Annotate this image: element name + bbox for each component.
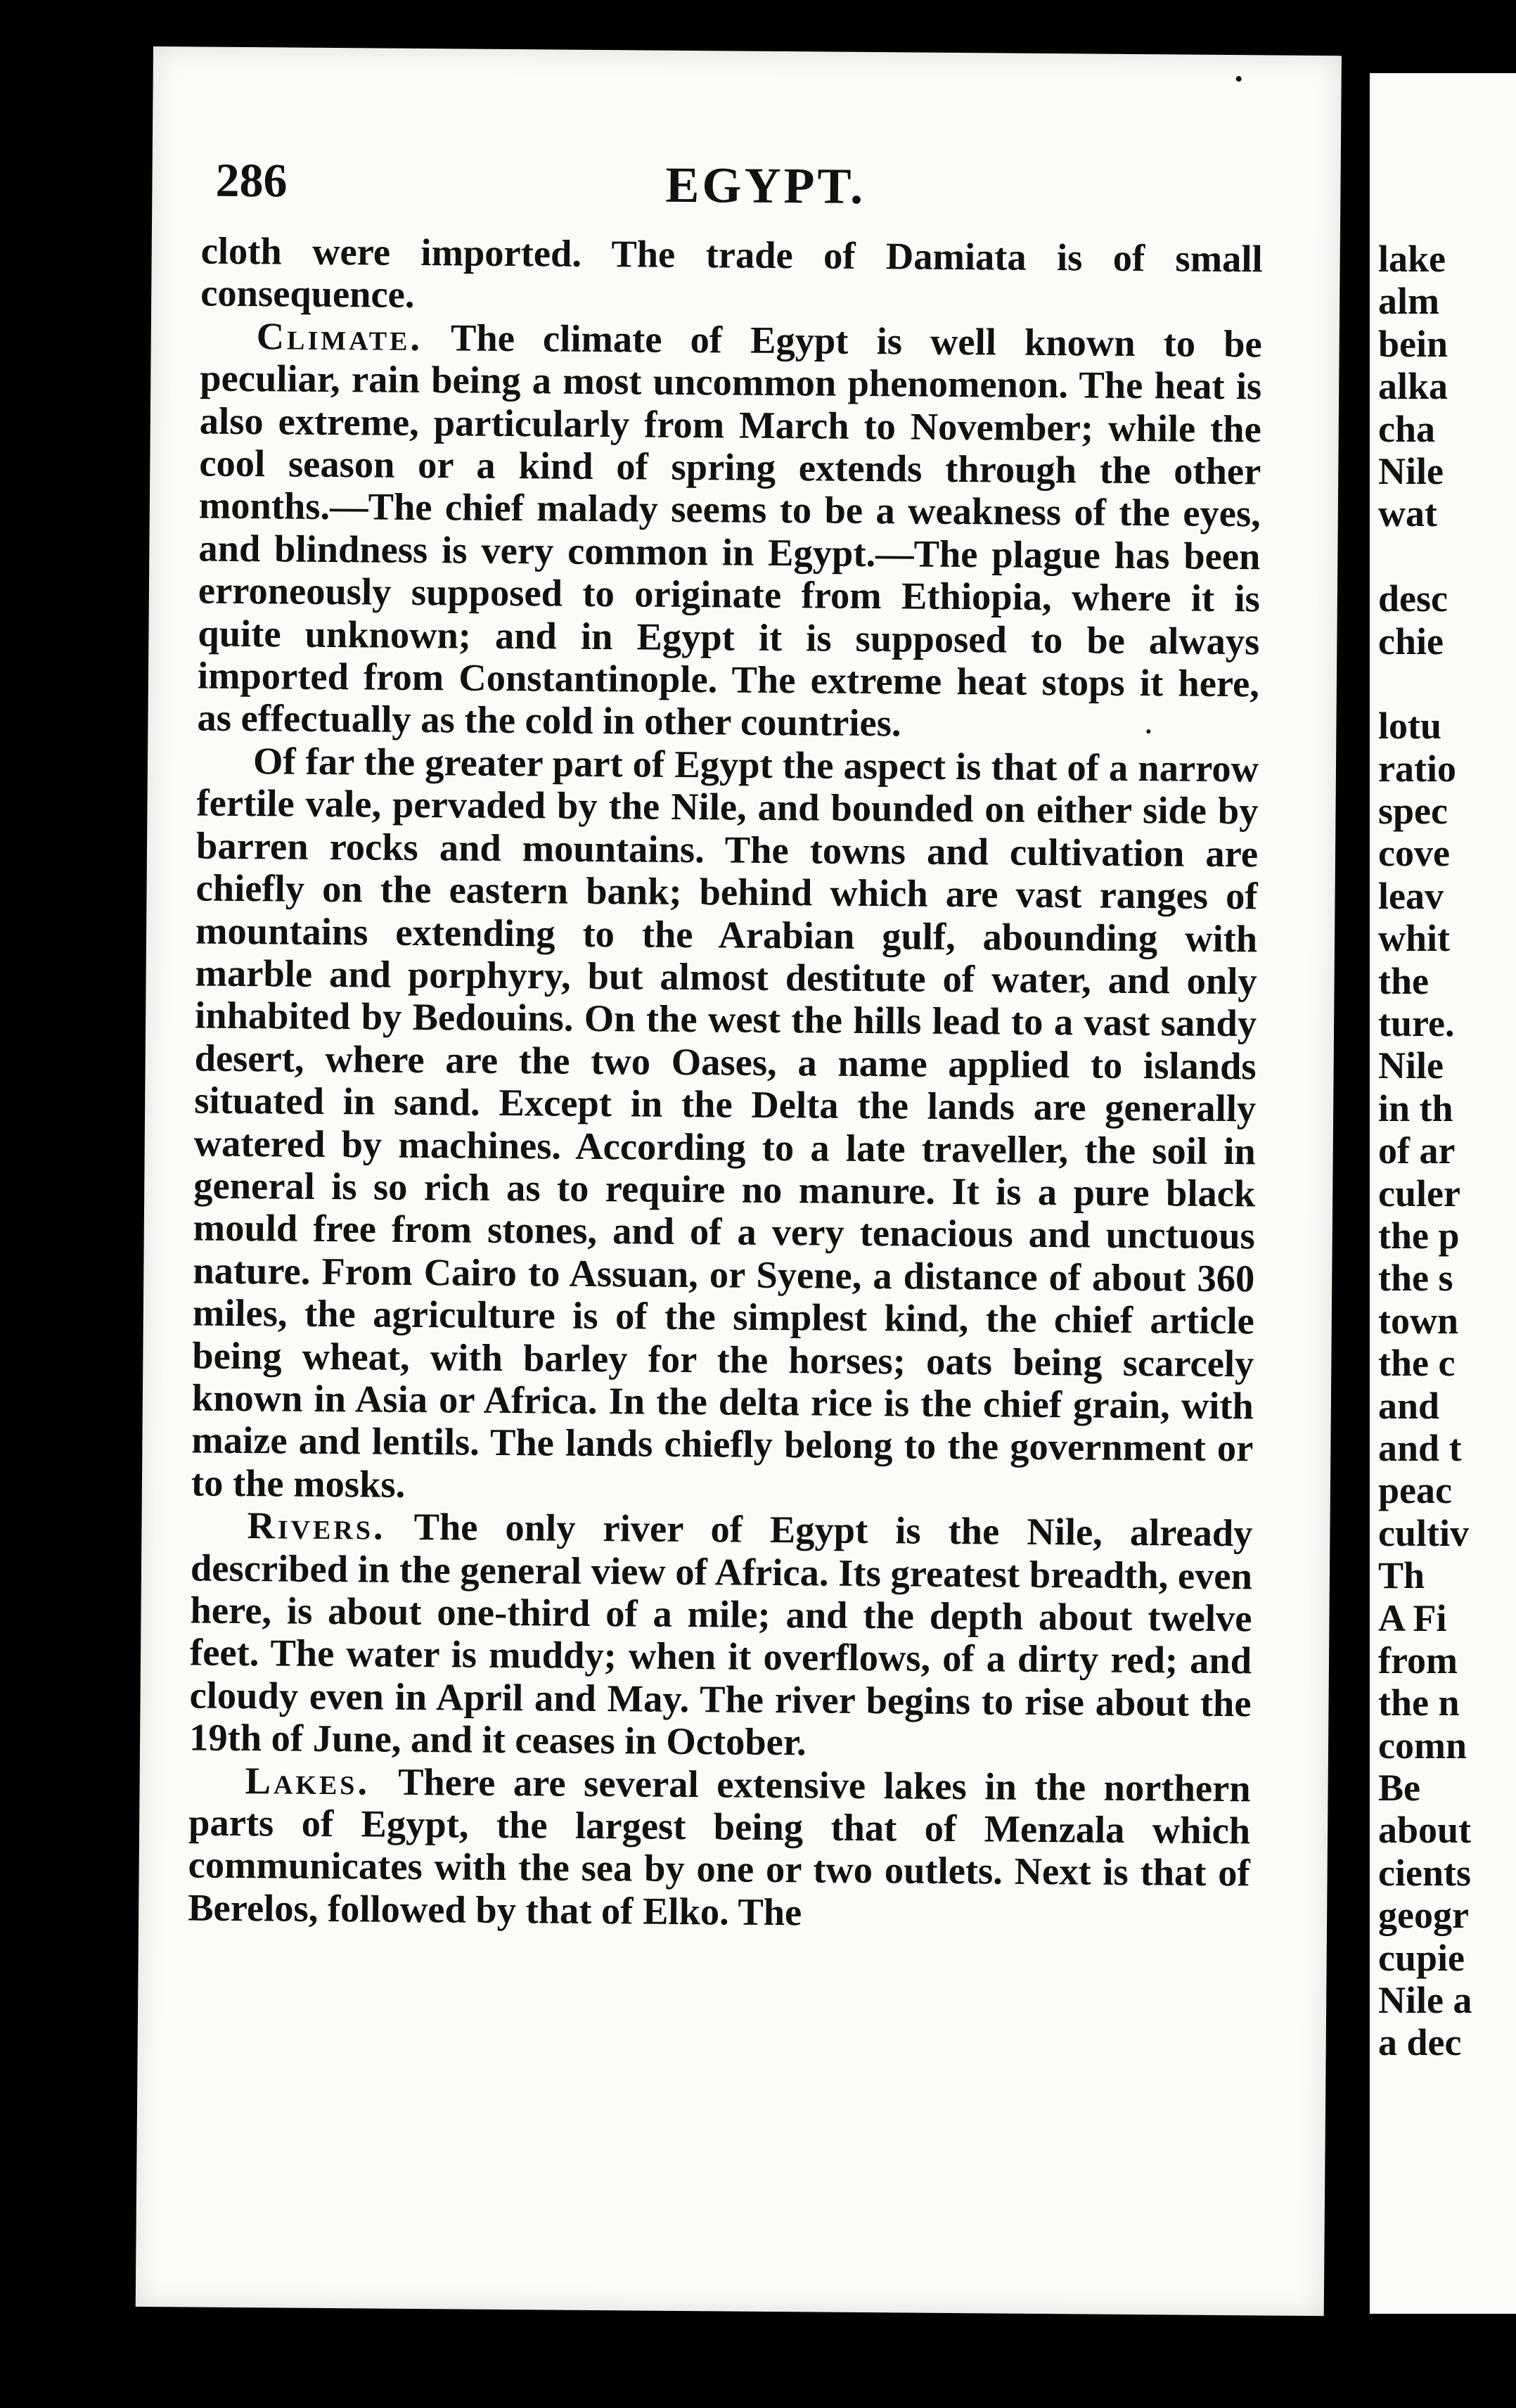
right-page-line: the s: [1378, 1257, 1453, 1300]
right-page-line: A Fi: [1378, 1596, 1447, 1639]
right-page-line: and: [1378, 1384, 1440, 1427]
right-page-line: geogr: [1378, 1894, 1469, 1937]
right-page-line: culer: [1378, 1172, 1460, 1215]
right-page-line: and t: [1378, 1426, 1462, 1469]
right-page-line: whit: [1378, 917, 1451, 960]
right-page-line: wat: [1378, 492, 1437, 535]
right-page-line: peac: [1378, 1469, 1452, 1512]
paragraph-trade: [200, 230, 1263, 324]
paragraph-climate: [197, 314, 1262, 748]
paragraph-text: Of far the greater part of Egypt the aspect is that of a narrow fertile vale, pervaded by the Nile, and bounded on either side by barren rocks and mountains. The towns and cultivation are chiefly on the eastern bank; behind which are vast ranges of mountains extending to the Arabian gulf, abounding with marble and porphyry, but almost destitute of water, and only inhabited by Bedouins. On the west the hills lead to a vast sandy desert, where are the two Oases, a name applied to islands situated in sand. Except in the Delta the lands are generally watered by machines. According to a late traveller, the soil in general is so rich as to require no manure. It is a pure black mould free from stones, and of a very tenacious and unctuous nature. From Cairo to Assuan, or Syene, a distance of about 360 miles, the agriculture is of the simplest kind, the chief article being wheat, with barley for the horses; oats being scarcely known in Asia or Africa. In the delta rice is the chief grain, with maize and lentils. The lands chiefly belong to the government or to the mosks.: [191, 739, 1259, 1506]
right-page-line: alm: [1378, 280, 1439, 323]
right-page-line: alka: [1378, 365, 1448, 408]
paragraph-text: The climate of Egypt is well known to be peculiar, rain being a most uncommon phenomenon. The heat is also extreme, particularly from March to November; while the cool season or a kind of spring extends through the other months.—The chief malady seems to be a weakness of the eyes, and blindness is very common in Egypt.—The plague has been erroneously supposed to originate from Ethiopia, where it is quite unknown; and in Egypt it is supposed to be always imported from Constantinople. The extreme heat stops it here, as effectually as the cold in other countries.: [197, 316, 1262, 745]
paragraph-text: cloth were imported. The trade of Damiata is of small consequence.: [200, 229, 1263, 316]
right-page-line: bein: [1378, 322, 1448, 365]
page-gutter: [1342, 42, 1370, 2321]
right-page-column: [1378, 238, 1516, 2064]
right-page-line: of ar: [1378, 1129, 1456, 1172]
right-page-line: the n: [1378, 1682, 1460, 1724]
right-page-line: Th: [1378, 1554, 1425, 1597]
right-page-line: [1378, 662, 1516, 705]
right-page-line: a dec: [1378, 2021, 1462, 2064]
right-page-line: in th: [1378, 1087, 1453, 1129]
right-page-line: spec: [1378, 790, 1448, 833]
right-page-line: town: [1378, 1299, 1459, 1342]
section-heading-rivers: Rivers.: [247, 1504, 386, 1548]
right-page-line: Nile: [1378, 1044, 1444, 1087]
running-head: EGYPT.: [665, 156, 866, 214]
right-page-line: Nile: [1378, 449, 1444, 492]
right-page-line: cha: [1378, 407, 1435, 450]
right-page-line: chie: [1378, 620, 1444, 662]
book-page-right: [1370, 73, 1516, 2314]
section-heading-lakes: Lakes.: [245, 1758, 371, 1803]
right-page-line: Nile a: [1378, 1979, 1472, 2022]
paragraph-lakes: [188, 1759, 1251, 1937]
right-page-line: cupie: [1378, 1936, 1465, 1979]
right-page-line: cove: [1378, 832, 1450, 875]
paragraph-aspect: [191, 739, 1259, 1512]
right-page-line: ratio: [1378, 747, 1456, 790]
right-page-line: ture.: [1378, 1002, 1455, 1045]
right-page-line: desc: [1378, 577, 1448, 620]
page-number: 286: [215, 153, 288, 207]
right-page-line: cients: [1378, 1851, 1471, 1894]
right-page-line: [1378, 535, 1516, 577]
right-page-line: Be: [1378, 1767, 1420, 1810]
right-page-line: the p: [1378, 1214, 1460, 1257]
paragraph-rivers: [189, 1504, 1253, 1767]
page-body: [188, 230, 1263, 1938]
right-page-line: the: [1378, 959, 1429, 1002]
section-heading-climate: Climate.: [256, 314, 423, 359]
right-page-line: comn: [1378, 1724, 1467, 1767]
right-page-line: from: [1378, 1639, 1458, 1682]
paragraph-text: The only river of Egypt is the Nile, already described in the general view of Africa. Its greatest breadth, even here, is about one-third of a mile; and the depth about twelve feet. The water is muddy; when it overflows, of a dirty red; and cloudy even in April and May. The river begins to rise about the 19th of June, and it ceases in October.: [188, 1505, 1253, 1764]
right-page-line: leav: [1378, 874, 1444, 917]
right-page-line: lotu: [1378, 705, 1442, 748]
right-page-line: about: [1378, 1809, 1472, 1852]
right-page-line: the c: [1378, 1342, 1456, 1385]
right-page-line: lake: [1378, 238, 1446, 280]
book-page-left: [136, 46, 1342, 2316]
paragraph-text: There are several extensive lakes in the northern parts of Egypt, the largest being that of Menzala which communicates with the sea by one or two outlets. Next is that of Berelos, followed by that of Elko. The: [187, 1760, 1251, 1934]
right-page-line: cultiv: [1378, 1511, 1469, 1554]
